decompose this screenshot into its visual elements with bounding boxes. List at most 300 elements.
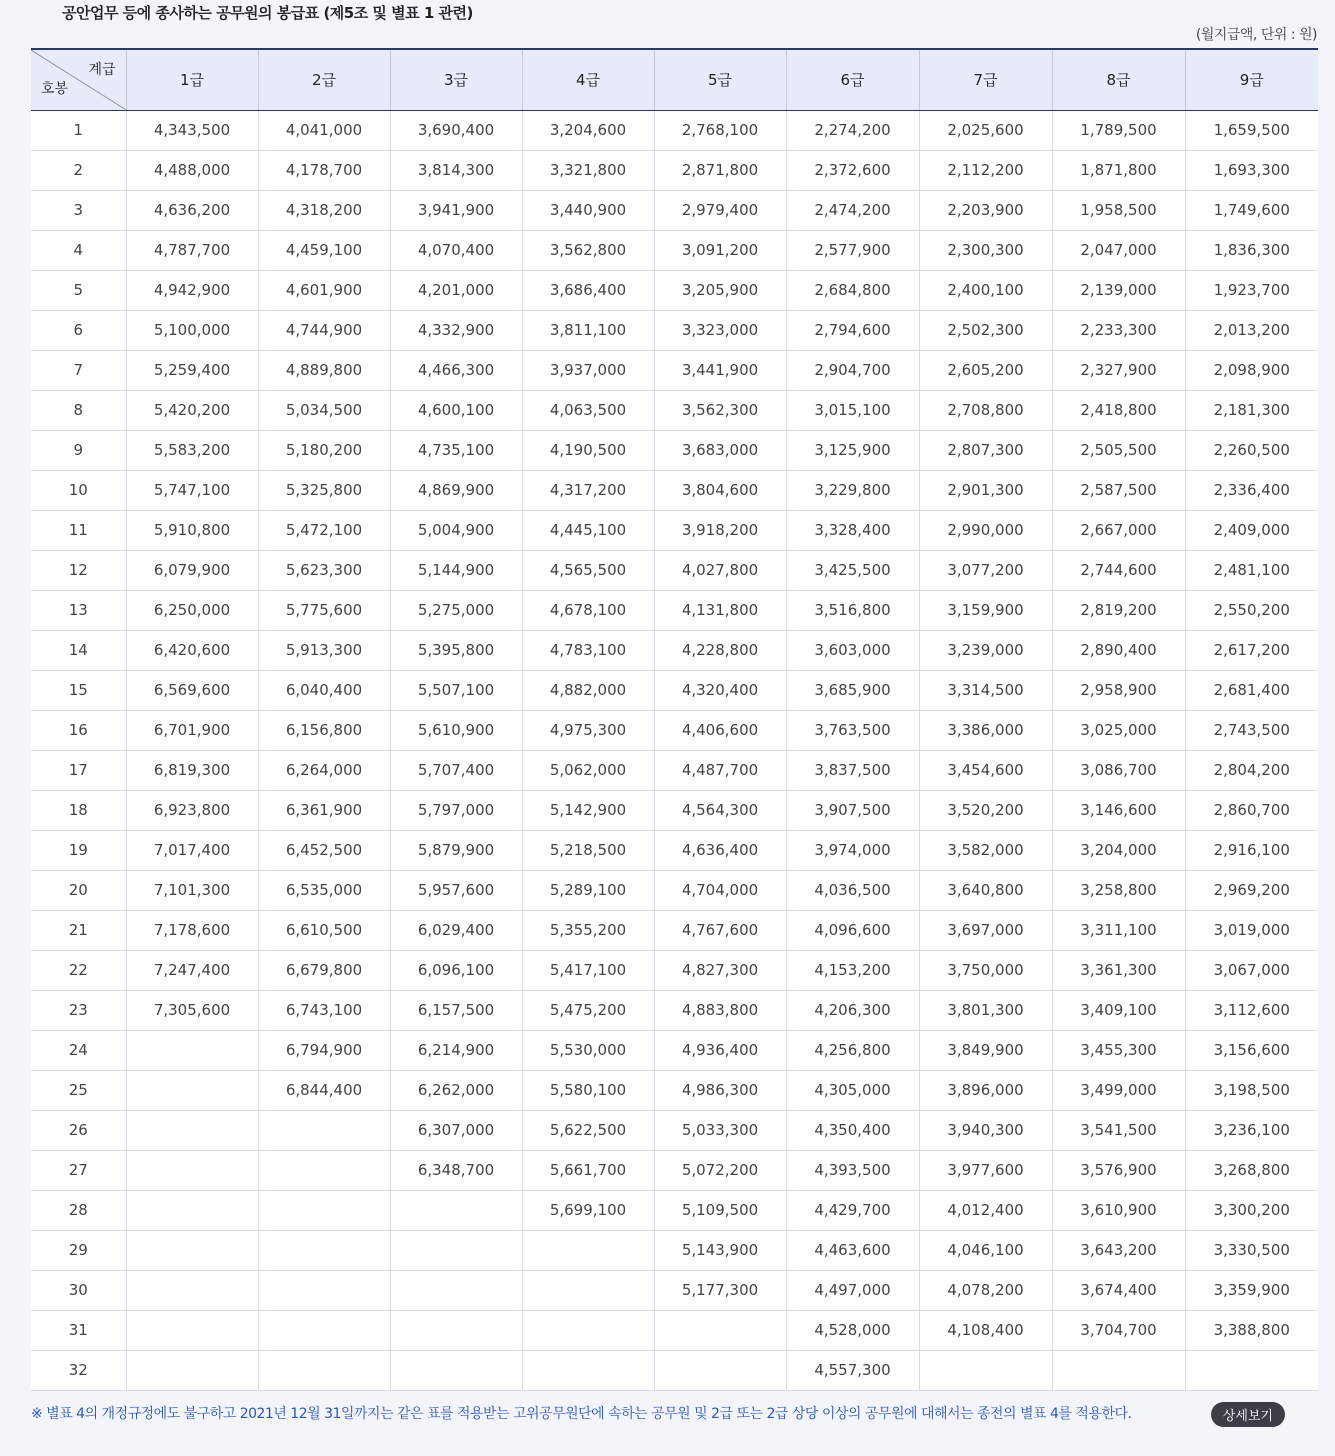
table-row bbox=[31, 350, 1318, 390]
salary-cell: 3,300,200 bbox=[1185, 1190, 1318, 1230]
salary-cell: 3,198,500 bbox=[1185, 1070, 1318, 1110]
salary-cell: 1,693,300 bbox=[1185, 150, 1318, 190]
step-cell: 22 bbox=[31, 950, 126, 990]
salary-cell: 3,937,000 bbox=[522, 350, 654, 390]
salary-cell: 2,505,500 bbox=[1052, 430, 1185, 470]
table-row bbox=[31, 1070, 1318, 1110]
salary-cell: 3,359,900 bbox=[1185, 1270, 1318, 1310]
step-cell: 6 bbox=[31, 310, 126, 350]
table-row bbox=[31, 270, 1318, 310]
salary-cell: 6,262,000 bbox=[390, 1070, 522, 1110]
salary-cell: 3,690,400 bbox=[390, 110, 522, 150]
salary-cell: 3,977,600 bbox=[919, 1150, 1052, 1190]
salary-cell: 4,601,900 bbox=[258, 270, 390, 310]
salary-cell: 6,794,900 bbox=[258, 1030, 390, 1070]
salary-cell: 4,320,400 bbox=[654, 670, 786, 710]
table-row bbox=[31, 1350, 1318, 1390]
salary-cell: 5,325,800 bbox=[258, 470, 390, 510]
table-row bbox=[31, 550, 1318, 590]
step-cell: 1 bbox=[31, 110, 126, 150]
salary-cell: 4,036,500 bbox=[786, 870, 919, 910]
salary-cell: 2,025,600 bbox=[919, 110, 1052, 150]
salary-cell bbox=[654, 1350, 786, 1390]
salary-cell: 3,562,800 bbox=[522, 230, 654, 270]
salary-cell: 1,749,600 bbox=[1185, 190, 1318, 230]
salary-cell: 3,077,200 bbox=[919, 550, 1052, 590]
salary-cell: 2,871,800 bbox=[654, 150, 786, 190]
salary-cell: 7,178,600 bbox=[126, 910, 258, 950]
salary-cell: 4,942,900 bbox=[126, 270, 258, 310]
salary-cell: 3,499,000 bbox=[1052, 1070, 1185, 1110]
step-cell: 30 bbox=[31, 1270, 126, 1310]
salary-cell: 3,686,400 bbox=[522, 270, 654, 310]
step-cell: 13 bbox=[31, 590, 126, 630]
salary-cell: 5,475,200 bbox=[522, 990, 654, 1030]
salary-cell bbox=[1052, 1350, 1185, 1390]
salary-cell: 4,131,800 bbox=[654, 590, 786, 630]
salary-cell: 4,305,000 bbox=[786, 1070, 919, 1110]
salary-cell: 3,328,400 bbox=[786, 510, 919, 550]
salary-cell: 6,923,800 bbox=[126, 790, 258, 830]
salary-cell: 3,763,500 bbox=[786, 710, 919, 750]
salary-cell: 6,348,700 bbox=[390, 1150, 522, 1190]
salary-cell: 4,704,000 bbox=[654, 870, 786, 910]
salary-cell: 4,228,800 bbox=[654, 630, 786, 670]
salary-cell: 2,550,200 bbox=[1185, 590, 1318, 630]
salary-cell: 6,264,000 bbox=[258, 750, 390, 790]
salary-cell: 5,072,200 bbox=[654, 1150, 786, 1190]
salary-cell: 6,535,000 bbox=[258, 870, 390, 910]
salary-cell: 5,957,600 bbox=[390, 870, 522, 910]
salary-cell: 6,029,400 bbox=[390, 910, 522, 950]
salary-cell: 1,659,500 bbox=[1185, 110, 1318, 150]
salary-cell: 1,923,700 bbox=[1185, 270, 1318, 310]
salary-cell: 5,218,500 bbox=[522, 830, 654, 870]
step-cell: 31 bbox=[31, 1310, 126, 1350]
salary-cell: 2,233,300 bbox=[1052, 310, 1185, 350]
salary-cell: 3,425,500 bbox=[786, 550, 919, 590]
salary-cell: 5,395,800 bbox=[390, 630, 522, 670]
salary-cell: 2,979,400 bbox=[654, 190, 786, 230]
salary-cell: 5,623,300 bbox=[258, 550, 390, 590]
salary-cell: 2,617,200 bbox=[1185, 630, 1318, 670]
table-row bbox=[31, 190, 1318, 230]
salary-cell: 3,804,600 bbox=[654, 470, 786, 510]
salary-cell: 4,012,400 bbox=[919, 1190, 1052, 1230]
salary-cell: 2,400,100 bbox=[919, 270, 1052, 310]
salary-cell bbox=[390, 1270, 522, 1310]
salary-cell: 3,067,000 bbox=[1185, 950, 1318, 990]
salary-cell bbox=[126, 1030, 258, 1070]
salary-cell: 3,239,000 bbox=[919, 630, 1052, 670]
grade-header: 9급 bbox=[1185, 49, 1318, 110]
salary-cell: 3,146,600 bbox=[1052, 790, 1185, 830]
salary-cell: 6,420,600 bbox=[126, 630, 258, 670]
table-row bbox=[31, 630, 1318, 670]
salary-cell: 3,516,800 bbox=[786, 590, 919, 630]
detail-view-button[interactable]: 상세보기 bbox=[1211, 1402, 1285, 1427]
salary-cell: 4,178,700 bbox=[258, 150, 390, 190]
step-cell: 7 bbox=[31, 350, 126, 390]
salary-cell: 3,015,100 bbox=[786, 390, 919, 430]
salary-cell: 3,541,500 bbox=[1052, 1110, 1185, 1150]
salary-cell: 5,355,200 bbox=[522, 910, 654, 950]
salary-cell bbox=[126, 1110, 258, 1150]
salary-cell bbox=[390, 1310, 522, 1350]
salary-cell: 5,142,900 bbox=[522, 790, 654, 830]
step-cell: 15 bbox=[31, 670, 126, 710]
salary-cell: 4,350,400 bbox=[786, 1110, 919, 1150]
salary-cell bbox=[126, 1230, 258, 1270]
salary-cell: 3,697,000 bbox=[919, 910, 1052, 950]
salary-cell: 7,305,600 bbox=[126, 990, 258, 1030]
table-body bbox=[31, 110, 1318, 1390]
step-cell: 16 bbox=[31, 710, 126, 750]
corner-grade-label: 계급 bbox=[88, 62, 116, 78]
step-cell: 21 bbox=[31, 910, 126, 950]
table-row bbox=[31, 430, 1318, 470]
salary-cell: 2,372,600 bbox=[786, 150, 919, 190]
step-cell: 28 bbox=[31, 1190, 126, 1230]
grade-header: 5급 bbox=[654, 49, 786, 110]
salary-cell: 3,125,900 bbox=[786, 430, 919, 470]
salary-cell: 3,562,300 bbox=[654, 390, 786, 430]
salary-cell bbox=[126, 1150, 258, 1190]
salary-cell: 4,078,200 bbox=[919, 1270, 1052, 1310]
salary-cell: 3,323,000 bbox=[654, 310, 786, 350]
salary-cell: 6,156,800 bbox=[258, 710, 390, 750]
salary-cell: 2,418,800 bbox=[1052, 390, 1185, 430]
salary-cell: 3,814,300 bbox=[390, 150, 522, 190]
salary-cell: 4,445,100 bbox=[522, 510, 654, 550]
salary-cell: 5,100,000 bbox=[126, 310, 258, 350]
table-row bbox=[31, 750, 1318, 790]
salary-cell: 4,735,100 bbox=[390, 430, 522, 470]
salary-cell: 3,941,900 bbox=[390, 190, 522, 230]
salary-cell: 2,794,600 bbox=[786, 310, 919, 350]
salary-cell: 2,667,000 bbox=[1052, 510, 1185, 550]
salary-cell: 3,268,800 bbox=[1185, 1150, 1318, 1190]
salary-cell bbox=[126, 1350, 258, 1390]
salary-cell: 2,260,500 bbox=[1185, 430, 1318, 470]
salary-cell: 5,289,100 bbox=[522, 870, 654, 910]
salary-cell: 5,472,100 bbox=[258, 510, 390, 550]
salary-cell: 3,750,000 bbox=[919, 950, 1052, 990]
salary-cell: 5,417,100 bbox=[522, 950, 654, 990]
salary-cell: 2,681,400 bbox=[1185, 670, 1318, 710]
salary-cell: 3,314,500 bbox=[919, 670, 1052, 710]
salary-cell: 3,454,600 bbox=[919, 750, 1052, 790]
salary-cell: 3,455,300 bbox=[1052, 1030, 1185, 1070]
salary-cell: 2,181,300 bbox=[1185, 390, 1318, 430]
step-cell: 29 bbox=[31, 1230, 126, 1270]
salary-cell: 4,936,400 bbox=[654, 1030, 786, 1070]
salary-cell: 2,203,900 bbox=[919, 190, 1052, 230]
salary-cell: 2,708,800 bbox=[919, 390, 1052, 430]
salary-cell: 3,091,200 bbox=[654, 230, 786, 270]
salary-cell bbox=[126, 1310, 258, 1350]
salary-cell: 6,250,000 bbox=[126, 590, 258, 630]
table-row bbox=[31, 110, 1318, 150]
salary-cell bbox=[390, 1230, 522, 1270]
salary-cell: 2,098,900 bbox=[1185, 350, 1318, 390]
salary-cell: 6,040,400 bbox=[258, 670, 390, 710]
salary-cell: 1,958,500 bbox=[1052, 190, 1185, 230]
step-cell: 9 bbox=[31, 430, 126, 470]
salary-cell: 4,827,300 bbox=[654, 950, 786, 990]
salary-cell: 4,889,800 bbox=[258, 350, 390, 390]
salary-cell: 3,811,100 bbox=[522, 310, 654, 350]
salary-cell: 3,674,400 bbox=[1052, 1270, 1185, 1310]
step-cell: 32 bbox=[31, 1350, 126, 1390]
salary-cell: 6,452,500 bbox=[258, 830, 390, 870]
salary-cell: 5,707,400 bbox=[390, 750, 522, 790]
salary-cell: 3,610,900 bbox=[1052, 1190, 1185, 1230]
salary-cell: 5,180,200 bbox=[258, 430, 390, 470]
grade-header: 4급 bbox=[522, 49, 654, 110]
salary-cell: 3,685,900 bbox=[786, 670, 919, 710]
salary-cell: 3,640,800 bbox=[919, 870, 1052, 910]
salary-cell: 5,420,200 bbox=[126, 390, 258, 430]
salary-cell: 3,582,000 bbox=[919, 830, 1052, 870]
salary-cell: 3,311,100 bbox=[1052, 910, 1185, 950]
salary-cell bbox=[522, 1230, 654, 1270]
step-cell: 12 bbox=[31, 550, 126, 590]
salary-cell: 3,086,700 bbox=[1052, 750, 1185, 790]
step-cell: 17 bbox=[31, 750, 126, 790]
table-row bbox=[31, 830, 1318, 870]
salary-cell: 7,247,400 bbox=[126, 950, 258, 990]
table-header-row bbox=[31, 49, 1318, 110]
table-row bbox=[31, 1190, 1318, 1230]
salary-cell bbox=[258, 1150, 390, 1190]
salary-cell: 4,767,600 bbox=[654, 910, 786, 950]
salary-cell: 3,576,900 bbox=[1052, 1150, 1185, 1190]
salary-cell: 6,844,400 bbox=[258, 1070, 390, 1110]
salary-cell: 4,317,200 bbox=[522, 470, 654, 510]
salary-cell: 6,819,300 bbox=[126, 750, 258, 790]
step-cell: 26 bbox=[31, 1110, 126, 1150]
salary-cell: 4,318,200 bbox=[258, 190, 390, 230]
salary-cell: 5,699,100 bbox=[522, 1190, 654, 1230]
salary-cell bbox=[919, 1350, 1052, 1390]
salary-cell: 4,406,600 bbox=[654, 710, 786, 750]
salary-cell: 3,520,200 bbox=[919, 790, 1052, 830]
salary-cell: 3,388,800 bbox=[1185, 1310, 1318, 1350]
salary-cell: 4,565,500 bbox=[522, 550, 654, 590]
salary-cell: 3,440,900 bbox=[522, 190, 654, 230]
salary-cell: 2,409,000 bbox=[1185, 510, 1318, 550]
salary-cell: 3,386,000 bbox=[919, 710, 1052, 750]
grade-header: 1급 bbox=[126, 49, 258, 110]
salary-cell: 7,017,400 bbox=[126, 830, 258, 870]
salary-cell: 4,153,200 bbox=[786, 950, 919, 990]
salary-cell: 2,274,200 bbox=[786, 110, 919, 150]
salary-cell: 4,463,600 bbox=[786, 1230, 919, 1270]
salary-cell: 7,101,300 bbox=[126, 870, 258, 910]
step-cell: 18 bbox=[31, 790, 126, 830]
salary-cell: 5,062,000 bbox=[522, 750, 654, 790]
table-row bbox=[31, 1030, 1318, 1070]
salary-cell: 4,343,500 bbox=[126, 110, 258, 150]
step-cell: 27 bbox=[31, 1150, 126, 1190]
salary-cell: 5,034,500 bbox=[258, 390, 390, 430]
salary-cell: 6,361,900 bbox=[258, 790, 390, 830]
salary-cell: 1,871,800 bbox=[1052, 150, 1185, 190]
table-row bbox=[31, 1270, 1318, 1310]
salary-cell: 4,332,900 bbox=[390, 310, 522, 350]
salary-cell bbox=[390, 1190, 522, 1230]
salary-cell: 2,474,200 bbox=[786, 190, 919, 230]
salary-cell: 4,564,300 bbox=[654, 790, 786, 830]
table-row bbox=[31, 1110, 1318, 1150]
salary-cell bbox=[390, 1350, 522, 1390]
salary-cell: 3,940,300 bbox=[919, 1110, 1052, 1150]
salary-cell: 2,481,100 bbox=[1185, 550, 1318, 590]
step-cell: 14 bbox=[31, 630, 126, 670]
salary-cell: 2,969,200 bbox=[1185, 870, 1318, 910]
salary-cell: 5,610,900 bbox=[390, 710, 522, 750]
step-cell: 2 bbox=[31, 150, 126, 190]
salary-cell: 5,144,900 bbox=[390, 550, 522, 590]
salary-cell: 4,070,400 bbox=[390, 230, 522, 270]
grade-header: 8급 bbox=[1052, 49, 1185, 110]
salary-cell: 2,327,900 bbox=[1052, 350, 1185, 390]
grade-header: 7급 bbox=[919, 49, 1052, 110]
salary-cell: 6,743,100 bbox=[258, 990, 390, 1030]
salary-cell bbox=[126, 1190, 258, 1230]
salary-cell: 2,860,700 bbox=[1185, 790, 1318, 830]
salary-cell: 3,683,000 bbox=[654, 430, 786, 470]
salary-cell: 3,156,600 bbox=[1185, 1030, 1318, 1070]
salary-cell: 3,204,600 bbox=[522, 110, 654, 150]
salary-cell: 4,041,000 bbox=[258, 110, 390, 150]
salary-cell: 2,300,300 bbox=[919, 230, 1052, 270]
salary-cell: 5,004,900 bbox=[390, 510, 522, 550]
salary-cell bbox=[654, 1310, 786, 1350]
step-cell: 4 bbox=[31, 230, 126, 270]
salary-cell bbox=[258, 1310, 390, 1350]
salary-cell: 5,259,400 bbox=[126, 350, 258, 390]
salary-cell: 2,013,200 bbox=[1185, 310, 1318, 350]
grade-header: 6급 bbox=[786, 49, 919, 110]
salary-cell: 4,636,200 bbox=[126, 190, 258, 230]
salary-cell: 5,177,300 bbox=[654, 1270, 786, 1310]
table-row bbox=[31, 710, 1318, 750]
salary-cell: 6,569,600 bbox=[126, 670, 258, 710]
salary-cell bbox=[258, 1350, 390, 1390]
salary-cell: 5,910,800 bbox=[126, 510, 258, 550]
salary-cell: 4,190,500 bbox=[522, 430, 654, 470]
salary-cell: 6,214,900 bbox=[390, 1030, 522, 1070]
salary-cell: 3,918,200 bbox=[654, 510, 786, 550]
salary-cell: 6,157,500 bbox=[390, 990, 522, 1030]
salary-cell: 4,986,300 bbox=[654, 1070, 786, 1110]
table-row bbox=[31, 590, 1318, 630]
salary-cell: 2,904,700 bbox=[786, 350, 919, 390]
salary-cell: 3,603,000 bbox=[786, 630, 919, 670]
salary-cell: 3,896,000 bbox=[919, 1070, 1052, 1110]
salary-cell: 6,079,900 bbox=[126, 550, 258, 590]
salary-cell: 3,801,300 bbox=[919, 990, 1052, 1030]
salary-cell: 4,600,100 bbox=[390, 390, 522, 430]
salary-cell: 2,744,600 bbox=[1052, 550, 1185, 590]
salary-cell: 2,901,300 bbox=[919, 470, 1052, 510]
table-row bbox=[31, 790, 1318, 830]
salary-cell: 4,096,600 bbox=[786, 910, 919, 950]
step-cell: 3 bbox=[31, 190, 126, 230]
salary-cell: 3,849,900 bbox=[919, 1030, 1052, 1070]
salary-cell bbox=[1185, 1350, 1318, 1390]
salary-cell: 4,063,500 bbox=[522, 390, 654, 430]
salary-cell: 4,466,300 bbox=[390, 350, 522, 390]
salary-cell: 2,336,400 bbox=[1185, 470, 1318, 510]
salary-cell: 4,027,800 bbox=[654, 550, 786, 590]
salary-cell: 4,429,700 bbox=[786, 1190, 919, 1230]
salary-cell: 2,684,800 bbox=[786, 270, 919, 310]
step-cell: 8 bbox=[31, 390, 126, 430]
salary-cell: 2,768,100 bbox=[654, 110, 786, 150]
table-row bbox=[31, 1230, 1318, 1270]
step-cell: 20 bbox=[31, 870, 126, 910]
salary-cell: 4,488,000 bbox=[126, 150, 258, 190]
salary-cell: 4,206,300 bbox=[786, 990, 919, 1030]
salary-cell: 6,610,500 bbox=[258, 910, 390, 950]
salary-cell: 6,679,800 bbox=[258, 950, 390, 990]
salary-cell: 2,112,200 bbox=[919, 150, 1052, 190]
salary-cell: 4,393,500 bbox=[786, 1150, 919, 1190]
salary-cell: 2,807,300 bbox=[919, 430, 1052, 470]
grade-header: 2급 bbox=[258, 49, 390, 110]
salary-cell: 4,487,700 bbox=[654, 750, 786, 790]
salary-cell: 2,819,200 bbox=[1052, 590, 1185, 630]
salary-cell: 5,530,000 bbox=[522, 1030, 654, 1070]
salary-cell bbox=[258, 1190, 390, 1230]
salary-cell bbox=[258, 1270, 390, 1310]
salary-cell bbox=[126, 1270, 258, 1310]
salary-cell: 4,046,100 bbox=[919, 1230, 1052, 1270]
salary-cell: 4,783,100 bbox=[522, 630, 654, 670]
salary-cell: 3,330,500 bbox=[1185, 1230, 1318, 1270]
salary-cell: 4,459,100 bbox=[258, 230, 390, 270]
salary-cell: 3,974,000 bbox=[786, 830, 919, 870]
salary-cell bbox=[522, 1270, 654, 1310]
table-row bbox=[31, 1310, 1318, 1350]
salary-cell: 4,528,000 bbox=[786, 1310, 919, 1350]
salary-cell bbox=[258, 1230, 390, 1270]
salary-cell: 4,636,400 bbox=[654, 830, 786, 870]
table-row bbox=[31, 870, 1318, 910]
salary-cell: 2,743,500 bbox=[1185, 710, 1318, 750]
salary-cell: 3,361,300 bbox=[1052, 950, 1185, 990]
salary-cell: 5,033,300 bbox=[654, 1110, 786, 1150]
salary-cell: 5,580,100 bbox=[522, 1070, 654, 1110]
salary-cell: 3,907,500 bbox=[786, 790, 919, 830]
step-cell: 25 bbox=[31, 1070, 126, 1110]
salary-cell: 3,112,600 bbox=[1185, 990, 1318, 1030]
salary-cell: 5,747,100 bbox=[126, 470, 258, 510]
salary-cell: 3,229,800 bbox=[786, 470, 919, 510]
step-cell: 24 bbox=[31, 1030, 126, 1070]
step-cell: 5 bbox=[31, 270, 126, 310]
salary-cell: 2,605,200 bbox=[919, 350, 1052, 390]
salary-cell: 5,622,500 bbox=[522, 1110, 654, 1150]
salary-cell: 2,047,000 bbox=[1052, 230, 1185, 270]
salary-cell: 3,204,000 bbox=[1052, 830, 1185, 870]
salary-cell: 4,201,000 bbox=[390, 270, 522, 310]
salary-cell: 5,275,000 bbox=[390, 590, 522, 630]
salary-cell: 6,307,000 bbox=[390, 1110, 522, 1150]
